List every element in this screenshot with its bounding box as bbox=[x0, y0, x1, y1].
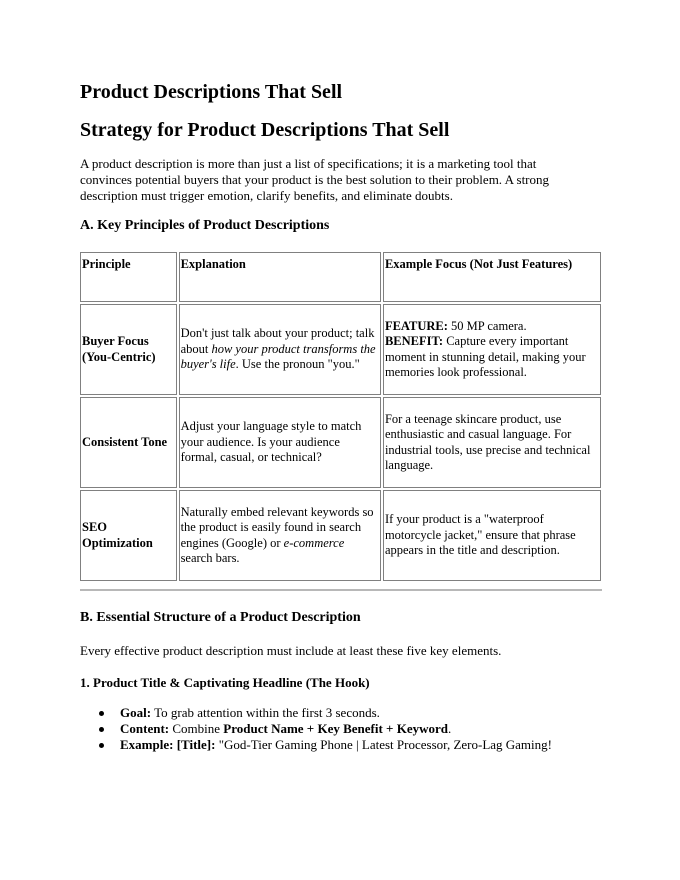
principle-cell: Consistent Tone bbox=[80, 397, 177, 488]
intro-paragraph: A product description is more than just a list of specifications; it is a marketing tool that convinces potential buyers that your product is the best solution to their problem. A strong description must trigger emotion, clarify benefits, and eliminate doubts. bbox=[80, 156, 550, 203]
explanation-cell bbox=[179, 304, 381, 395]
benefit-label: BENEFIT: bbox=[384, 334, 444, 348]
explanation-text: Naturally embed relevant keywords so the product is easily found in search engines (Google) or bbox=[180, 504, 374, 550]
bullet-text: . bbox=[447, 721, 452, 736]
bullet-icon bbox=[99, 743, 104, 748]
bullet-text: "God-Tier Gaming Phone | Latest Processor, Zero-Lag Gaming! bbox=[215, 737, 552, 752]
table-row bbox=[80, 490, 601, 581]
benefit-text: Capture every important moment in stunning detail, making your memories look professional. bbox=[384, 334, 586, 379]
list-item bbox=[120, 737, 552, 753]
bullet-text: Combine bbox=[169, 721, 224, 736]
explanation-cell bbox=[179, 490, 381, 581]
table-row bbox=[80, 397, 601, 488]
section-a-heading: A. Key Principles of Product Descriptions bbox=[80, 218, 330, 233]
section-b-intro: Every effective product description must include at least these five key elements. bbox=[80, 643, 502, 658]
subsection-heading: 1. Product Title & Captivating Headline (The Hook) bbox=[80, 675, 370, 690]
table-header: Example Focus (Not Just Features) bbox=[383, 252, 601, 302]
bullet-list bbox=[80, 705, 552, 753]
table-header: Explanation bbox=[179, 252, 381, 302]
document-subtitle: Strategy for Product Descriptions That Sell bbox=[80, 119, 450, 141]
list-item bbox=[120, 705, 552, 721]
explanation-text: . Use the pronoun "you." bbox=[235, 357, 360, 372]
bullet-icon bbox=[99, 727, 104, 732]
principle-cell: Buyer Focus (You-Centric) bbox=[80, 304, 177, 395]
example-cell bbox=[383, 304, 601, 395]
example-cell: For a teenage skincare product, use enthusiastic and casual language. For industrial tools, use precise and technical language. bbox=[383, 397, 601, 488]
feature-text: 50 MP camera. bbox=[447, 318, 527, 333]
bullet-bold-text: Product Name + Key Benefit + Keyword bbox=[223, 721, 448, 736]
horizontal-rule bbox=[80, 589, 602, 591]
document-title: Product Descriptions That Sell bbox=[80, 81, 343, 103]
explanation-text: search bars. bbox=[180, 551, 240, 565]
bullet-label: Content: bbox=[120, 721, 170, 736]
principle-cell: SEO Optimization bbox=[80, 490, 177, 581]
section-b-heading: B. Essential Structure of a Product Description bbox=[80, 610, 361, 625]
bullet-label: Goal: bbox=[120, 705, 152, 720]
explanation-text: Don't just talk about your product; talk about bbox=[180, 326, 375, 356]
explanation-cell: Adjust your language style to match your audience. Is your audience formal, casual, or technical? bbox=[179, 397, 381, 488]
bullet-label: Example: bbox=[120, 737, 174, 752]
table-row bbox=[80, 304, 601, 395]
table-header-row bbox=[80, 252, 601, 302]
bullet-icon bbox=[99, 711, 104, 716]
bullet-bold-text: [Title]: bbox=[173, 737, 216, 752]
feature-label: FEATURE: bbox=[384, 318, 448, 333]
example-cell: If your product is a "waterproof motorcycle jacket," ensure that phrase appears in the title and description. bbox=[383, 490, 601, 581]
explanation-emphasis: e-commerce bbox=[283, 535, 345, 550]
explanation-emphasis: how your product transforms the buyer's life bbox=[180, 341, 376, 372]
table-header: Principle bbox=[80, 252, 177, 302]
list-item bbox=[120, 721, 552, 737]
bullet-text: To grab attention within the first 3 seconds. bbox=[151, 705, 380, 720]
principles-table bbox=[78, 250, 603, 583]
